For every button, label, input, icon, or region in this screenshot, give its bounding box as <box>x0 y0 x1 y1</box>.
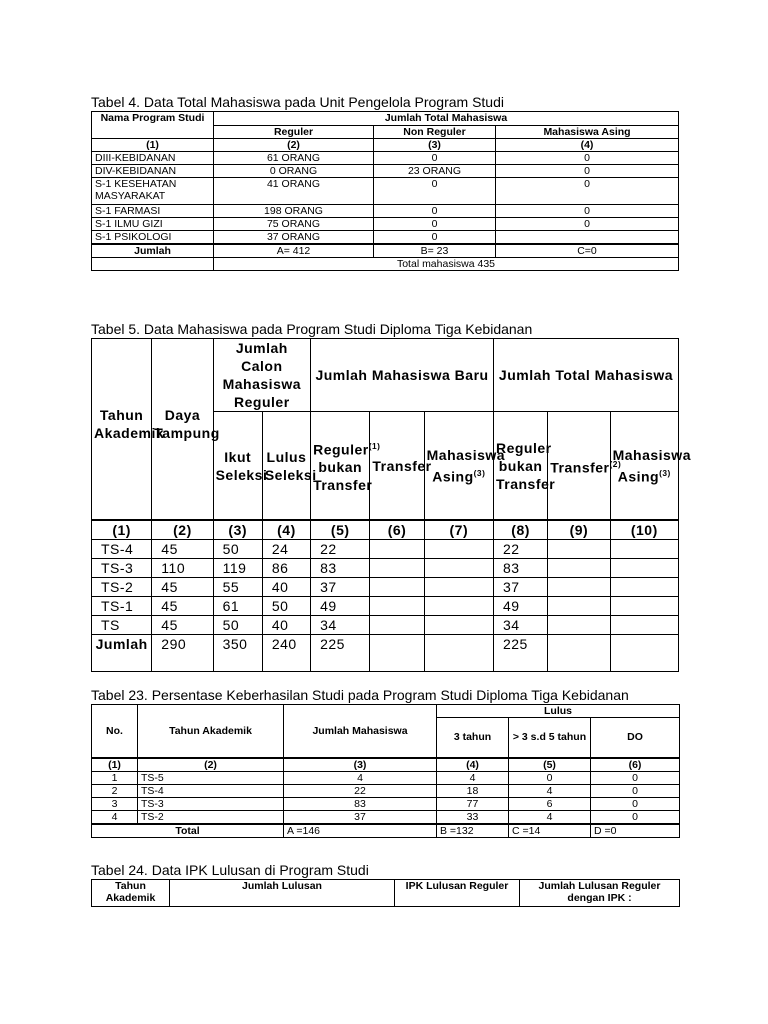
t4-jumlah-label: Jumlah <box>92 244 214 258</box>
t5-header-calon: Jumlah Calon Mahasiswa Reguler <box>213 339 310 412</box>
t4-non: 0 <box>374 218 496 231</box>
table-row <box>92 784 680 797</box>
t23-jml: 83 <box>284 797 437 810</box>
t23-no: 3 <box>92 797 138 810</box>
t5-daya: 45 <box>152 540 213 559</box>
t4-colnum: (4) <box>496 139 679 152</box>
t5-asing <box>424 616 493 635</box>
table5 <box>91 338 691 672</box>
t24-header-jml-reg: Jumlah Lulusan Reguler dengan IPK : <box>520 880 680 907</box>
t5-lulus: 86 <box>262 559 310 578</box>
t4-header-reguler: Reguler <box>214 125 374 139</box>
t4-non: 0 <box>374 231 496 245</box>
table-row <box>92 597 679 616</box>
t4-reg: 0 ORANG <box>214 165 374 178</box>
t5-total: 37 <box>493 578 547 597</box>
t5-asing <box>424 597 493 616</box>
t5-ts: TS <box>92 616 152 635</box>
t5-daya: 45 <box>152 578 213 597</box>
t5-sum-ikut: 350 <box>213 635 262 672</box>
t5-header-reg-bukan2: Reguler bukan Transfer <box>493 412 547 521</box>
t23-sum-b: B =132 <box>437 824 509 838</box>
table-row <box>92 218 679 231</box>
t23-ts: TS-2 <box>138 810 284 824</box>
t4-asing: 0 <box>496 165 679 178</box>
t23-header-3-5tahun: > 3 s.d 5 tahun <box>509 718 591 758</box>
t4-reg: 75 ORANG <box>214 218 374 231</box>
table-row <box>92 578 679 597</box>
t5-header-asing-text: Mahasiswa Asing <box>426 446 506 485</box>
t4-header-asing: Mahasiswa Asing <box>496 125 679 139</box>
t4-non: 23 ORANG <box>374 165 496 178</box>
table-row <box>92 771 680 784</box>
t5-header-asing2-text: Mahasiswa Asing <box>612 446 691 485</box>
t5-asing2 <box>610 597 678 616</box>
t23-3-5tahun: 4 <box>509 784 591 797</box>
t23-3-5tahun: 4 <box>509 810 591 824</box>
t4-name: S-1 KESEHATAN MASYARAKAT <box>92 178 214 205</box>
t24-header-ipk: IPK Lulusan Reguler <box>395 880 520 907</box>
table-row <box>92 205 679 218</box>
t23-3tahun: 18 <box>437 784 509 797</box>
t4-non: 0 <box>374 152 496 165</box>
t5-ikut: 119 <box>213 559 262 578</box>
t5-ts: TS-2 <box>92 578 152 597</box>
t23-3tahun: 4 <box>437 771 509 784</box>
t5-sum-asing2 <box>610 635 678 672</box>
t5-colnum: (6) <box>370 520 424 540</box>
t5-ts: TS-3 <box>92 559 152 578</box>
table-row <box>92 178 679 205</box>
t5-jumlah-label: Jumlah <box>92 635 152 672</box>
t23-do: 0 <box>591 784 680 797</box>
t5-header-tahun <box>92 339 165 521</box>
t5-asing <box>424 578 493 597</box>
t23-3-5tahun: 6 <box>509 797 591 810</box>
t23-header-lulus: Lulus <box>437 705 680 718</box>
table23-caption: Tabel 23. Persentase Keberhasilan Studi pada Program Studi Diploma Tiga Kebidanan <box>91 687 629 703</box>
t4-asing: 0 <box>496 218 679 231</box>
table4 <box>91 111 679 271</box>
t5-daya: 45 <box>152 616 213 635</box>
t5-header-transfer: Transfer <box>370 412 424 521</box>
t5-header-baru: Jumlah Mahasiswa Baru <box>311 339 494 412</box>
table23 <box>91 704 680 838</box>
t5-lulus: 50 <box>262 597 310 616</box>
t5-sum-transfer <box>370 635 424 672</box>
t5-ikut: 61 <box>213 597 262 616</box>
t4-colnum: (3) <box>374 139 496 152</box>
t23-no: 4 <box>92 810 138 824</box>
t5-total: 34 <box>493 616 547 635</box>
t23-ts: TS-5 <box>138 771 284 784</box>
t4-sum-b: B= 23 <box>374 244 496 258</box>
t4-asing: 0 <box>496 152 679 165</box>
t23-3-5tahun: 0 <box>509 771 591 784</box>
t4-reg: 37 ORANG <box>214 231 374 245</box>
t5-transfer2 <box>548 540 610 559</box>
t5-ts: TS-4 <box>92 540 152 559</box>
t23-colnum: (3) <box>284 758 437 772</box>
t5-daya: 110 <box>152 559 213 578</box>
t23-header-3tahun: 3 tahun <box>437 718 509 758</box>
table-row <box>92 810 680 824</box>
table-row <box>92 244 679 258</box>
t23-colnum: (6) <box>591 758 680 772</box>
table5-caption: Tabel 5. Data Mahasiswa pada Program Studi Diploma Tiga Kebidanan <box>91 321 533 337</box>
t4-non: 0 <box>374 205 496 218</box>
table-row <box>92 616 679 635</box>
t5-total: 49 <box>493 597 547 616</box>
t23-colnum: (2) <box>138 758 284 772</box>
t5-header-reg-bukan-sup: (1) <box>368 440 381 451</box>
t5-sum-daya: 290 <box>152 635 213 672</box>
t4-colnum: (1) <box>92 139 214 152</box>
t4-name: S-1 FARMASI <box>92 205 214 218</box>
t5-header-reg-bukan-tail: bukan Transfer <box>313 459 373 494</box>
table-row <box>92 165 679 178</box>
t23-ts: TS-3 <box>138 797 284 810</box>
t5-header-transfer2-text: Transfer <box>550 459 610 476</box>
table-row <box>92 797 680 810</box>
t4-name: DIII-KEBIDANAN <box>92 152 214 165</box>
t23-no: 1 <box>92 771 138 784</box>
t5-transfer2 <box>548 578 610 597</box>
table-row <box>92 540 679 559</box>
t5-transfer <box>370 540 424 559</box>
t5-asing2 <box>610 559 678 578</box>
t4-reg: 198 ORANG <box>214 205 374 218</box>
t23-jml: 22 <box>284 784 437 797</box>
t23-header-do: DO <box>591 718 680 758</box>
t5-colnum: (9) <box>548 520 610 540</box>
t23-header-tahun: Tahun Akademik <box>138 705 284 758</box>
t23-do: 0 <box>591 771 680 784</box>
t5-sum-transfer2 <box>548 635 610 672</box>
t23-no: 2 <box>92 784 138 797</box>
t5-total: 83 <box>493 559 547 578</box>
t4-header-program: Nama Program Studi <box>92 112 214 139</box>
t23-ts: TS-4 <box>138 784 284 797</box>
t5-lulus: 40 <box>262 616 310 635</box>
t5-asing2 <box>610 616 678 635</box>
t5-asing2 <box>610 578 678 597</box>
table-row <box>92 824 680 838</box>
t5-colnum: (3) <box>213 520 262 540</box>
t5-reg: 34 <box>311 616 370 635</box>
t5-header-asing-sup: (3) <box>473 467 486 478</box>
t5-header-reg-bukan-text: Reguler <box>313 441 369 458</box>
t5-reg: 37 <box>311 578 370 597</box>
t5-transfer <box>370 616 424 635</box>
table-row <box>92 152 679 165</box>
t5-ts: TS-1 <box>92 597 152 616</box>
t5-reg: 22 <box>311 540 370 559</box>
t5-header-reg-bukan <box>311 412 381 521</box>
t23-total-label: Total <box>92 824 284 838</box>
t5-header-tahun-text: Tahun Akademik <box>94 407 165 441</box>
t5-header-ikut: Ikut Seleksi <box>213 412 262 521</box>
t4-asing <box>496 231 679 245</box>
t4-name: S-1 PSIKOLOGI <box>92 231 214 245</box>
t4-sum-a: A= 412 <box>214 244 374 258</box>
table-row <box>92 635 679 672</box>
t5-transfer <box>370 578 424 597</box>
t4-non: 0 <box>374 178 496 205</box>
t5-asing <box>424 540 493 559</box>
t4-name: S-1 ILMU GIZI <box>92 218 214 231</box>
t4-sum-c: C=0 <box>496 244 679 258</box>
t24-header-tahun: Tahun Akademik <box>92 880 170 907</box>
t23-header-jumlah: Jumlah Mahasiswa <box>284 705 437 758</box>
t5-transfer2 <box>548 559 610 578</box>
t4-colnum: (2) <box>214 139 374 152</box>
t5-lulus: 40 <box>262 578 310 597</box>
t5-header-asing <box>424 412 506 521</box>
t5-ikut: 50 <box>213 540 262 559</box>
t4-header-nonreguler: Non Reguler <box>374 125 496 139</box>
t23-colnum: (4) <box>437 758 509 772</box>
t5-reg: 49 <box>311 597 370 616</box>
t5-transfer2 <box>548 597 610 616</box>
t5-colnum: (7) <box>424 520 493 540</box>
t23-sum-d: D =0 <box>591 824 680 838</box>
t23-do: 0 <box>591 797 680 810</box>
t5-header-daya-text: Daya Tampung <box>154 407 220 441</box>
t23-colnum: (5) <box>509 758 591 772</box>
t4-empty-cell <box>92 258 214 271</box>
t23-do: 0 <box>591 810 680 824</box>
t23-3tahun: 33 <box>437 810 509 824</box>
t4-asing: 0 <box>496 205 679 218</box>
t4-name: DIV-KEBIDANAN <box>92 165 214 178</box>
t5-header-total: Jumlah Total Mahasiswa <box>493 339 678 412</box>
t5-transfer <box>370 559 424 578</box>
t23-3tahun: 77 <box>437 797 509 810</box>
t5-transfer <box>370 597 424 616</box>
t5-colnum: (5) <box>311 520 370 540</box>
t5-daya: 45 <box>152 597 213 616</box>
t5-colnum: (2) <box>152 520 213 540</box>
table24-caption: Tabel 24. Data IPK Lulusan di Program Studi <box>91 862 369 878</box>
t5-colnum: (4) <box>262 520 310 540</box>
t5-header-transfer2 <box>548 412 622 521</box>
t5-lulus: 24 <box>262 540 310 559</box>
table-row <box>92 258 679 271</box>
t4-grand-total: Total mahasiswa 435 <box>214 258 679 271</box>
t5-ikut: 55 <box>213 578 262 597</box>
table24 <box>91 879 680 907</box>
table4-caption: Tabel 4. Data Total Mahasiswa pada Unit Pengelola Program Studi <box>91 94 504 110</box>
t5-asing2 <box>610 540 678 559</box>
t5-asing <box>424 559 493 578</box>
t5-sum-total: 225 <box>493 635 547 672</box>
t23-jml: 4 <box>284 771 437 784</box>
t5-sum-lulus: 240 <box>262 635 310 672</box>
t23-jml: 37 <box>284 810 437 824</box>
t5-total: 22 <box>493 540 547 559</box>
t4-reg: 61 ORANG <box>214 152 374 165</box>
t5-colnum: (1) <box>92 520 152 540</box>
t23-colnum: (1) <box>92 758 138 772</box>
t5-header-asing2-sup: (3) <box>659 467 671 478</box>
t5-header-lulus: Lulus Seleksi <box>262 412 310 521</box>
t4-header-total: Jumlah Total Mahasiswa <box>214 112 679 126</box>
t23-sum-a: A =146 <box>284 824 437 838</box>
t5-header-daya <box>152 339 220 521</box>
t5-ikut: 50 <box>213 616 262 635</box>
t5-colnum: (8) <box>493 520 547 540</box>
table-row <box>92 231 679 245</box>
t23-sum-c: C =14 <box>509 824 591 838</box>
t24-header-jumlah: Jumlah Lulusan <box>170 880 395 907</box>
t5-sum-asing <box>424 635 493 672</box>
t5-reg: 83 <box>311 559 370 578</box>
t5-header-asing2 <box>610 412 691 521</box>
t5-header-transfer2-sup: (2) <box>609 458 622 469</box>
t23-header-no: No. <box>92 705 138 758</box>
t5-sum-reg: 225 <box>311 635 370 672</box>
t5-transfer2 <box>548 616 610 635</box>
table-row <box>92 559 679 578</box>
t4-reg: 41 ORANG <box>214 178 374 205</box>
t5-colnum: (10) <box>610 520 678 540</box>
t4-asing: 0 <box>496 178 679 205</box>
